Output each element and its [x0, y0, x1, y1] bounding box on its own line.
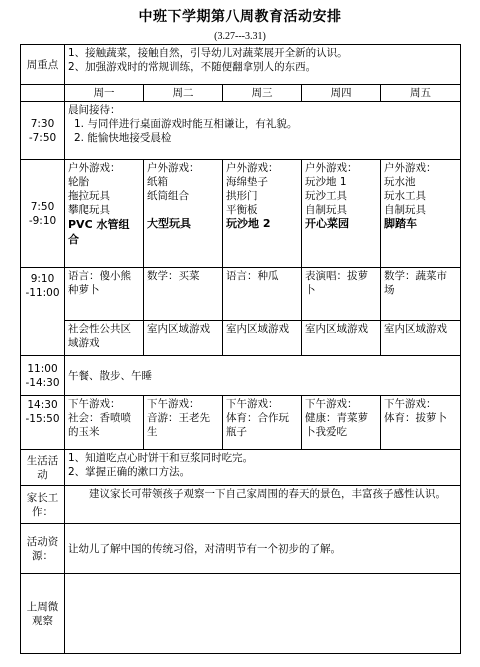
observe-content	[65, 574, 461, 654]
cell-item: 玩沙工具	[305, 190, 347, 202]
cell-body: 体育：合作玩瓶子	[226, 412, 289, 438]
cell-head: 下午游戏：	[147, 398, 200, 410]
parents-row	[21, 486, 461, 524]
cell-head: 户外游戏：	[305, 162, 358, 174]
time-start: 11:00	[27, 362, 58, 375]
day-header: 周四	[302, 85, 381, 102]
resources-content: 让幼儿了解中国的传统习俗，对清明节有一个初步的了解。	[65, 524, 461, 574]
lesson-cell: 语言：种瓜	[223, 268, 302, 321]
date-range: (3.27---3.31)	[214, 31, 266, 42]
focus-line: 1、接触蔬菜，接触自然，引导幼儿对蔬菜展开全新的认识。	[68, 47, 348, 59]
afternoon-row	[21, 396, 461, 450]
cell-item: 攀爬玩具	[68, 204, 110, 216]
cell-head: 下午游戏：	[226, 398, 279, 410]
days-row	[21, 85, 461, 102]
life-line: 2、掌握正确的漱口方法。	[68, 466, 191, 478]
cell-bold: 开心菜园	[305, 217, 349, 230]
life-line: 1、知道吃点心时饼干和豆浆同时吃完。	[68, 452, 254, 464]
page-title: 中班下学期第八周教育活动安排	[138, 9, 342, 25]
afternoon-cell	[65, 396, 144, 450]
morning-content	[65, 102, 461, 160]
cell-head: 户外游戏：	[147, 162, 200, 174]
parents-label: 家长工作：	[21, 486, 65, 524]
life-row	[21, 450, 461, 486]
cell-item: 平衡板	[226, 204, 258, 216]
lesson-cell: 语言：傻小熊种萝卜	[65, 268, 144, 321]
day-header: 周三	[223, 85, 302, 102]
cell-bold: PVC 水管组合	[68, 218, 130, 246]
outdoor-cell-tue	[144, 160, 223, 268]
cell-body: 音游：王老先生	[147, 412, 210, 438]
lesson-cell: 数学：蔬菜市场	[381, 268, 461, 321]
cell-item: 玩水池	[384, 176, 416, 188]
cell-head: 下午游戏：	[384, 398, 437, 410]
cell-bold: 大型玩具	[147, 217, 191, 230]
cell-bold: 玩沙地 2	[226, 217, 271, 230]
cell-item: 拖拉玩具	[68, 190, 110, 202]
day-header: 周一	[65, 85, 144, 102]
area-cell: 室内区域游戏	[302, 321, 381, 356]
observe-row	[21, 574, 461, 654]
focus-label: 周重点	[21, 45, 65, 85]
area-cell: 室内区域游戏	[144, 321, 223, 356]
lessons-row	[21, 268, 461, 321]
cell-head: 下午游戏：	[68, 398, 121, 410]
corner-cell	[21, 85, 65, 102]
cell-item: 自制玩具	[384, 204, 426, 216]
noon-time	[21, 356, 65, 396]
noon-content: 午餐、散步、午睡	[65, 356, 461, 396]
cell-body: 健康：青菜萝卜我爱吃	[305, 412, 368, 438]
cell-head: 户外游戏：	[68, 162, 121, 174]
focus-content	[65, 45, 461, 85]
afternoon-time	[21, 396, 65, 450]
afternoon-cell	[381, 396, 461, 450]
time-end: -11:00	[25, 287, 60, 299]
cell-body: 社会：香喷喷的玉米	[68, 412, 131, 438]
lesson-cell: 数学：买菜	[144, 268, 223, 321]
cell-body: 体育：拔萝卜	[384, 412, 447, 424]
outdoor-row	[21, 160, 461, 268]
area-cell: 室内区域游戏	[223, 321, 302, 356]
area-cell: 室内区域游戏	[381, 321, 461, 356]
day-header: 周二	[144, 85, 223, 102]
cell-item: 轮胎	[68, 176, 89, 188]
day-header: 周五	[381, 85, 461, 102]
cell-head: 下午游戏：	[305, 398, 358, 410]
afternoon-cell	[144, 396, 223, 450]
cell-bold: 脚踏车	[384, 217, 417, 230]
cell-head: 户外游戏：	[384, 162, 437, 174]
noon-row	[21, 356, 461, 396]
lessons-time	[21, 268, 65, 356]
areas-row	[21, 321, 461, 356]
cell-item: 纸筒组合	[147, 190, 189, 202]
cell-item: 玩沙地 1	[305, 176, 347, 188]
afternoon-cell	[302, 396, 381, 450]
outdoor-time	[21, 160, 65, 268]
time-start: 9:10	[30, 273, 55, 285]
cell-head: 户外游戏：	[226, 162, 279, 174]
morning-line: 晨间接待：	[68, 104, 121, 116]
cell-item: 玩水工具	[384, 190, 426, 202]
outdoor-cell-thu	[302, 160, 381, 268]
time-start: 14:30	[27, 399, 58, 411]
outdoor-cell-mon	[65, 160, 144, 268]
area-cell: 社会性公共区域游戏	[65, 321, 144, 356]
time-start: 7:30	[30, 117, 55, 130]
resources-label: 活动资源：	[21, 524, 65, 574]
outdoor-cell-fri	[381, 160, 461, 268]
parents-content: 建议家长可带领孩子观察一下自己家周围的春天的景色，丰富孩子感性认识。	[65, 486, 461, 524]
morning-time	[21, 102, 65, 160]
cell-item: 纸箱	[147, 176, 168, 188]
cell-item: 海绵垫子	[226, 176, 268, 188]
time-end: -14:30	[25, 376, 60, 389]
morning-line: 2. 能愉快地接受晨检	[74, 132, 172, 144]
morning-row	[21, 102, 461, 160]
resources-row	[21, 524, 461, 574]
morning-line: 1. 与同伴进行桌面游戏时能互相谦让，有礼貌。	[74, 118, 298, 130]
time-end: -9:10	[28, 214, 57, 227]
afternoon-cell	[223, 396, 302, 450]
cell-item: 自制玩具	[305, 204, 347, 216]
time-start: 7:50	[30, 200, 55, 213]
outdoor-cell-wed	[223, 160, 302, 268]
focus-row	[21, 45, 461, 85]
time-end: -7:50	[28, 131, 57, 144]
focus-line: 2、加强游戏时的常规训练，不随便翻拿别人的东西。	[68, 61, 317, 73]
observe-label: 上周微观察	[21, 574, 65, 654]
time-end: -15:50	[25, 413, 60, 425]
lesson-cell: 表演唱：拔萝卜	[302, 268, 381, 321]
life-label: 生活活动	[21, 450, 65, 486]
life-content	[65, 450, 461, 486]
schedule-table	[20, 44, 461, 654]
cell-item: 拱形门	[226, 190, 258, 202]
